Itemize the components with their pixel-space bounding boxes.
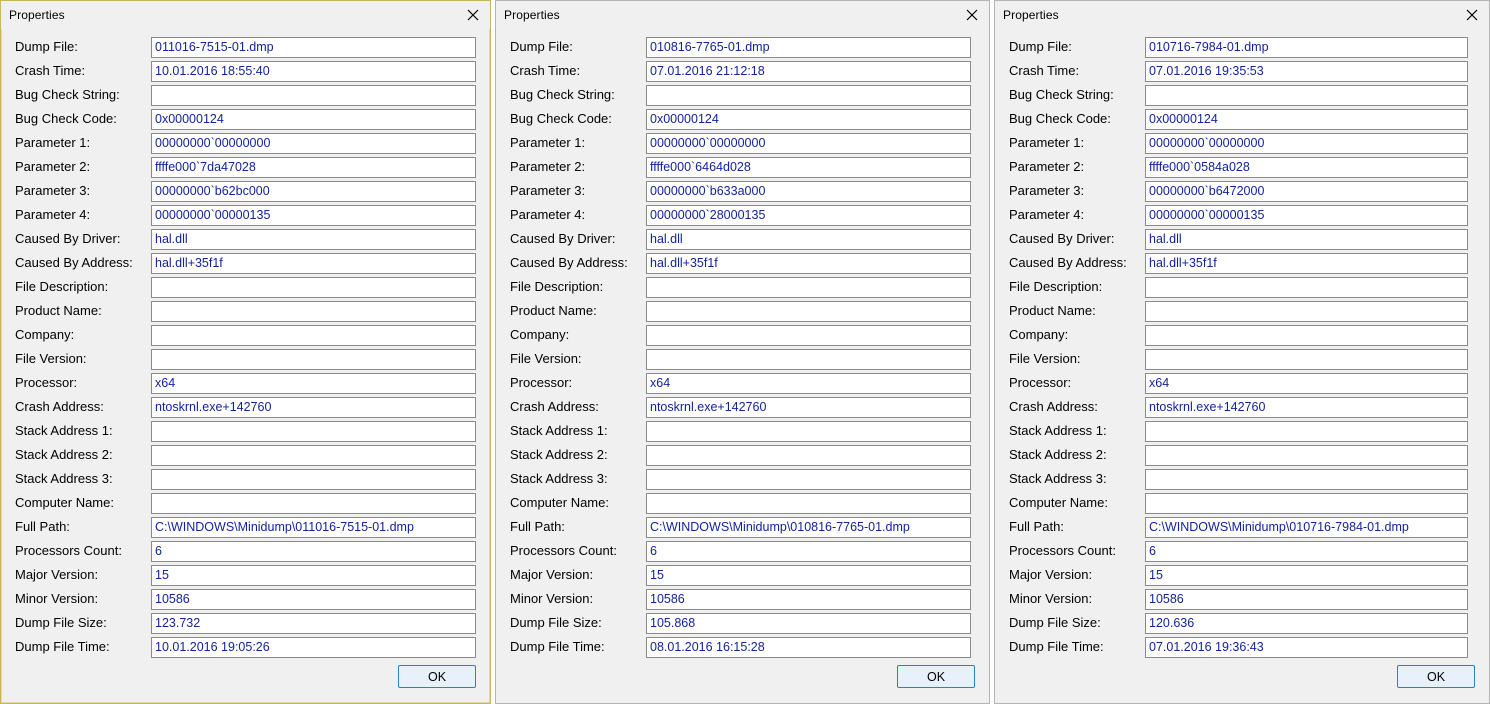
field-value-full-path[interactable]: C:\WINDOWS\Minidump\010816-7765-01.dmp — [646, 517, 971, 538]
field-value-file-description[interactable] — [646, 277, 971, 298]
field-row-stack-address-1 — [510, 419, 975, 443]
field-row-company — [510, 323, 975, 347]
field-label: Stack Address 3: — [1009, 471, 1107, 486]
field-value-parameter-1[interactable]: 00000000`00000000 — [1145, 133, 1468, 154]
field-value-bug-check-string[interactable] — [1145, 85, 1468, 106]
field-value-computer-name[interactable] — [646, 493, 971, 514]
field-label: Crash Time: — [510, 63, 581, 78]
field-row-crash-address — [1009, 395, 1475, 419]
field-label: Computer Name: — [15, 495, 114, 510]
field-label: Minor Version: — [1009, 591, 1093, 606]
field-label: Caused By Driver: — [510, 231, 616, 246]
field-row-dump-file-size — [15, 611, 476, 635]
field-label: Crash Address: — [15, 399, 104, 414]
field-value-computer-name[interactable] — [151, 493, 476, 514]
field-value-computer-name[interactable] — [1145, 493, 1468, 514]
field-value-parameter-2[interactable]: ffffe000`7da47028 — [151, 157, 476, 178]
field-value-dump-file-size[interactable]: 120.636 — [1145, 613, 1468, 634]
field-label: Caused By Driver: — [1009, 231, 1115, 246]
field-label: Stack Address 3: — [510, 471, 608, 486]
properties-dialog-3 — [994, 0, 1490, 704]
field-row-crash-time — [1009, 59, 1475, 83]
field-label: Parameter 3: — [15, 183, 91, 198]
field-row-major-version — [1009, 563, 1475, 587]
field-value-parameter-4[interactable]: 00000000`28000135 — [646, 205, 971, 226]
field-row-stack-address-3 — [1009, 467, 1475, 491]
field-value-caused-by-driver[interactable]: hal.dll — [151, 229, 476, 250]
field-label: Crash Time: — [15, 63, 86, 78]
properties-dialog-1 — [0, 0, 491, 704]
field-row-dump-file-size — [510, 611, 975, 635]
field-row-file-version — [1009, 347, 1475, 371]
field-row-dump-file-time — [1009, 635, 1475, 659]
field-label: File Description: — [15, 279, 109, 294]
field-value-processors-count[interactable]: 6 — [1145, 541, 1468, 562]
field-row-full-path — [510, 515, 975, 539]
field-label: Major Version: — [15, 567, 99, 582]
field-label: Stack Address 2: — [15, 447, 113, 462]
field-row-bug-check-code — [510, 107, 975, 131]
field-row-computer-name — [510, 491, 975, 515]
field-row-file-version — [15, 347, 476, 371]
field-value-stack-address-1[interactable] — [151, 421, 476, 442]
field-label: Computer Name: — [1009, 495, 1108, 510]
field-label: Minor Version: — [15, 591, 99, 606]
field-label: Stack Address 3: — [15, 471, 113, 486]
field-value-product-name[interactable] — [1145, 301, 1468, 322]
field-label: Crash Time: — [1009, 63, 1080, 78]
field-row-stack-address-2 — [510, 443, 975, 467]
field-label: Parameter 4: — [510, 207, 586, 222]
field-row-stack-address-2 — [1009, 443, 1475, 467]
field-row-parameter-3 — [510, 179, 975, 203]
field-label: Dump File Time: — [1009, 639, 1104, 654]
field-label: Parameter 2: — [15, 159, 91, 174]
field-value-caused-by-address[interactable]: hal.dll+35f1f — [1145, 253, 1468, 274]
field-label: Caused By Driver: — [15, 231, 121, 246]
field-label: Dump File Size: — [1009, 615, 1101, 630]
field-row-caused-by-driver — [1009, 227, 1475, 251]
field-row-crash-address — [15, 395, 476, 419]
field-label: Dump File: — [510, 39, 573, 54]
field-label: Caused By Address: — [1009, 255, 1127, 270]
field-value-stack-address-2[interactable] — [1145, 445, 1468, 466]
field-row-major-version — [15, 563, 476, 587]
field-label: Stack Address 1: — [15, 423, 113, 438]
field-row-parameter-4 — [15, 203, 476, 227]
field-value-bug-check-string[interactable] — [646, 85, 971, 106]
field-label: Major Version: — [510, 567, 594, 582]
field-row-dump-file-size — [1009, 611, 1475, 635]
field-label: Stack Address 1: — [1009, 423, 1107, 438]
field-value-bug-check-code[interactable]: 0x00000124 — [1145, 109, 1468, 130]
field-row-file-description — [510, 275, 975, 299]
field-label: Dump File Time: — [510, 639, 605, 654]
field-label: Dump File Size: — [15, 615, 107, 630]
field-label: Parameter 2: — [1009, 159, 1085, 174]
field-row-parameter-2 — [15, 155, 476, 179]
field-row-caused-by-address — [1009, 251, 1475, 275]
field-row-parameter-1 — [1009, 131, 1475, 155]
field-label: Processor: — [1009, 375, 1072, 390]
field-row-caused-by-driver — [510, 227, 975, 251]
field-value-stack-address-3[interactable] — [1145, 469, 1468, 490]
field-label: Parameter 3: — [1009, 183, 1085, 198]
field-value-crash-address[interactable]: ntoskrnl.exe+142760 — [646, 397, 971, 418]
field-value-parameter-4[interactable]: 00000000`00000135 — [151, 205, 476, 226]
field-value-parameter-2[interactable]: ffffe000`6464d028 — [646, 157, 971, 178]
field-row-file-description — [15, 275, 476, 299]
field-label: Bug Check Code: — [15, 111, 117, 126]
field-label: Product Name: — [510, 303, 597, 318]
field-value-major-version[interactable]: 15 — [646, 565, 971, 586]
dialog-footer — [995, 665, 1489, 703]
field-label: Parameter 1: — [510, 135, 586, 150]
window-title: Properties — [9, 8, 65, 22]
field-label: Bug Check String: — [1009, 87, 1114, 102]
field-value-caused-by-address[interactable]: hal.dll+35f1f — [646, 253, 971, 274]
field-row-caused-by-driver — [15, 227, 476, 251]
field-row-parameter-1 — [510, 131, 975, 155]
field-value-caused-by-driver[interactable]: hal.dll — [1145, 229, 1468, 250]
field-row-parameter-1 — [15, 131, 476, 155]
field-label: Company: — [1009, 327, 1069, 342]
field-label: Bug Check Code: — [510, 111, 612, 126]
field-label: Crash Address: — [510, 399, 599, 414]
field-label: Full Path: — [15, 519, 70, 534]
field-row-minor-version — [510, 587, 975, 611]
field-label: File Version: — [1009, 351, 1081, 366]
field-row-bug-check-string — [510, 83, 975, 107]
field-row-file-description — [1009, 275, 1475, 299]
field-row-dump-file-time — [15, 635, 476, 659]
field-value-stack-address-2[interactable] — [646, 445, 971, 466]
field-label: Dump File Time: — [15, 639, 110, 654]
field-value-minor-version[interactable]: 10586 — [646, 589, 971, 610]
field-row-full-path — [15, 515, 476, 539]
field-label: Bug Check Code: — [1009, 111, 1111, 126]
field-value-parameter-4[interactable]: 00000000`00000135 — [1145, 205, 1468, 226]
field-label: Dump File: — [1009, 39, 1072, 54]
field-label: Processors Count: — [1009, 543, 1116, 558]
field-value-full-path[interactable]: C:\WINDOWS\Minidump\010716-7984-01.dmp — [1145, 517, 1468, 538]
field-value-parameter-3[interactable]: 00000000`b6472000 — [1145, 181, 1468, 202]
field-label: Stack Address 2: — [1009, 447, 1107, 462]
field-value-processor[interactable]: x64 — [151, 373, 476, 394]
field-value-crash-time[interactable]: 10.01.2016 18:55:40 — [151, 61, 476, 82]
field-label: Company: — [510, 327, 570, 342]
close-icon[interactable] — [462, 5, 484, 25]
field-row-parameter-4 — [510, 203, 975, 227]
field-value-file-description[interactable] — [1145, 277, 1468, 298]
field-row-product-name — [510, 299, 975, 323]
properties-form — [995, 29, 1489, 665]
field-value-dump-file-time[interactable]: 07.01.2016 19:36:43 — [1145, 637, 1468, 658]
field-row-minor-version — [1009, 587, 1475, 611]
field-row-processor — [1009, 371, 1475, 395]
properties-form — [496, 29, 989, 665]
ok-button[interactable]: OK — [1397, 665, 1475, 688]
field-value-stack-address-1[interactable] — [1145, 421, 1468, 442]
field-row-company — [15, 323, 476, 347]
titlebar[interactable] — [995, 1, 1489, 29]
field-label: Parameter 4: — [1009, 207, 1085, 222]
field-value-full-path[interactable]: C:\WINDOWS\Minidump\011016-7515-01.dmp — [151, 517, 476, 538]
field-value-file-description[interactable] — [151, 277, 476, 298]
window-title: Properties — [1003, 8, 1059, 22]
field-row-minor-version — [15, 587, 476, 611]
field-label: Parameter 1: — [15, 135, 91, 150]
field-label: Full Path: — [1009, 519, 1064, 534]
field-row-crash-time — [15, 59, 476, 83]
field-row-bug-check-string — [1009, 83, 1475, 107]
field-value-bug-check-code[interactable]: 0x00000124 — [646, 109, 971, 130]
field-label: Product Name: — [1009, 303, 1096, 318]
field-label: Stack Address 2: — [510, 447, 608, 462]
ok-button[interactable]: OK — [398, 665, 476, 688]
field-value-file-version[interactable] — [1145, 349, 1468, 370]
field-row-processors-count — [510, 539, 975, 563]
field-label: Parameter 1: — [1009, 135, 1085, 150]
field-row-dump-file — [1009, 35, 1475, 59]
field-value-minor-version[interactable]: 10586 — [151, 589, 476, 610]
field-value-stack-address-3[interactable] — [646, 469, 971, 490]
field-value-company[interactable] — [151, 325, 476, 346]
field-label: Stack Address 1: — [510, 423, 608, 438]
field-value-company[interactable] — [1145, 325, 1468, 346]
field-label: Dump File Size: — [510, 615, 602, 630]
field-row-processors-count — [15, 539, 476, 563]
field-label: Major Version: — [1009, 567, 1093, 582]
field-row-processor — [15, 371, 476, 395]
field-row-processor — [510, 371, 975, 395]
close-icon[interactable] — [961, 5, 983, 25]
field-label: Caused By Address: — [510, 255, 628, 270]
field-row-crash-address — [510, 395, 975, 419]
field-label: File Version: — [510, 351, 582, 366]
field-row-computer-name — [1009, 491, 1475, 515]
field-value-dump-file[interactable]: 010816-7765-01.dmp — [646, 37, 971, 58]
field-value-processor[interactable]: x64 — [1145, 373, 1468, 394]
field-label: Minor Version: — [510, 591, 594, 606]
field-label: Company: — [15, 327, 75, 342]
field-value-minor-version[interactable]: 10586 — [1145, 589, 1468, 610]
field-row-dump-file — [15, 35, 476, 59]
field-label: Processor: — [510, 375, 573, 390]
field-row-caused-by-address — [510, 251, 975, 275]
field-label: Bug Check String: — [510, 87, 615, 102]
field-value-stack-address-3[interactable] — [151, 469, 476, 490]
properties-form — [1, 29, 490, 665]
field-value-file-version[interactable] — [646, 349, 971, 370]
field-value-caused-by-driver[interactable]: hal.dll — [646, 229, 971, 250]
window-title: Properties — [504, 8, 560, 22]
field-row-parameter-2 — [1009, 155, 1475, 179]
field-row-stack-address-1 — [1009, 419, 1475, 443]
field-row-parameter-3 — [1009, 179, 1475, 203]
field-value-processors-count[interactable]: 6 — [151, 541, 476, 562]
field-row-full-path — [1009, 515, 1475, 539]
field-row-computer-name — [15, 491, 476, 515]
field-row-dump-file-time — [510, 635, 975, 659]
field-row-crash-time — [510, 59, 975, 83]
field-value-bug-check-string[interactable] — [151, 85, 476, 106]
field-row-processors-count — [1009, 539, 1475, 563]
field-row-dump-file — [510, 35, 975, 59]
field-value-parameter-1[interactable]: 00000000`00000000 — [151, 133, 476, 154]
field-value-file-version[interactable] — [151, 349, 476, 370]
field-row-bug-check-code — [1009, 107, 1475, 131]
field-label: Computer Name: — [510, 495, 609, 510]
field-row-file-version — [510, 347, 975, 371]
field-label: Parameter 2: — [510, 159, 586, 174]
field-label: File Version: — [15, 351, 87, 366]
field-value-stack-address-2[interactable] — [151, 445, 476, 466]
field-value-parameter-3[interactable]: 00000000`b633a000 — [646, 181, 971, 202]
field-row-product-name — [15, 299, 476, 323]
field-value-crash-time[interactable]: 07.01.2016 19:35:53 — [1145, 61, 1468, 82]
field-row-stack-address-3 — [510, 467, 975, 491]
field-value-company[interactable] — [646, 325, 971, 346]
titlebar[interactable] — [1, 1, 490, 29]
field-value-dump-file[interactable]: 010716-7984-01.dmp — [1145, 37, 1468, 58]
field-label: Crash Address: — [1009, 399, 1098, 414]
field-label: Caused By Address: — [15, 255, 133, 270]
field-value-parameter-3[interactable]: 00000000`b62bc000 — [151, 181, 476, 202]
field-value-processors-count[interactable]: 6 — [646, 541, 971, 562]
field-row-stack-address-2 — [15, 443, 476, 467]
properties-dialog-2 — [495, 0, 990, 704]
titlebar[interactable] — [496, 1, 989, 29]
field-label: Processors Count: — [510, 543, 617, 558]
field-value-major-version[interactable]: 15 — [151, 565, 476, 586]
dialog-footer — [1, 665, 490, 703]
field-row-stack-address-1 — [15, 419, 476, 443]
field-value-product-name[interactable] — [646, 301, 971, 322]
field-value-crash-time[interactable]: 07.01.2016 21:12:18 — [646, 61, 971, 82]
dialog-footer — [496, 665, 989, 703]
field-value-product-name[interactable] — [151, 301, 476, 322]
field-label: Product Name: — [15, 303, 102, 318]
field-value-crash-address[interactable]: ntoskrnl.exe+142760 — [1145, 397, 1468, 418]
field-row-parameter-3 — [15, 179, 476, 203]
field-value-stack-address-1[interactable] — [646, 421, 971, 442]
field-label: File Description: — [510, 279, 604, 294]
field-value-parameter-1[interactable]: 00000000`00000000 — [646, 133, 971, 154]
field-value-processor[interactable]: x64 — [646, 373, 971, 394]
field-label: Dump File: — [15, 39, 78, 54]
field-row-bug-check-code — [15, 107, 476, 131]
field-value-dump-file-size[interactable]: 123.732 — [151, 613, 476, 634]
field-value-dump-file-time[interactable]: 10.01.2016 19:05:26 — [151, 637, 476, 658]
field-row-parameter-2 — [510, 155, 975, 179]
field-value-crash-address[interactable]: ntoskrnl.exe+142760 — [151, 397, 476, 418]
field-row-stack-address-3 — [15, 467, 476, 491]
field-label: Parameter 3: — [510, 183, 586, 198]
field-label: Parameter 4: — [15, 207, 91, 222]
field-row-company — [1009, 323, 1475, 347]
field-value-dump-file[interactable]: 011016-7515-01.dmp — [151, 37, 476, 58]
field-label: Full Path: — [510, 519, 565, 534]
field-value-dump-file-time[interactable]: 08.01.2016 16:15:28 — [646, 637, 971, 658]
field-label: Processor: — [15, 375, 78, 390]
ok-button[interactable]: OK — [897, 665, 975, 688]
field-row-product-name — [1009, 299, 1475, 323]
field-row-caused-by-address — [15, 251, 476, 275]
close-icon[interactable] — [1461, 5, 1483, 25]
field-value-bug-check-code[interactable]: 0x00000124 — [151, 109, 476, 130]
field-value-parameter-2[interactable]: ffffe000`0584a028 — [1145, 157, 1468, 178]
field-label: Processors Count: — [15, 543, 122, 558]
field-value-caused-by-address[interactable]: hal.dll+35f1f — [151, 253, 476, 274]
field-row-parameter-4 — [1009, 203, 1475, 227]
field-label: Bug Check String: — [15, 87, 120, 102]
field-label: File Description: — [1009, 279, 1103, 294]
field-row-bug-check-string — [15, 83, 476, 107]
field-row-major-version — [510, 563, 975, 587]
field-value-dump-file-size[interactable]: 105.868 — [646, 613, 971, 634]
field-value-major-version[interactable]: 15 — [1145, 565, 1468, 586]
